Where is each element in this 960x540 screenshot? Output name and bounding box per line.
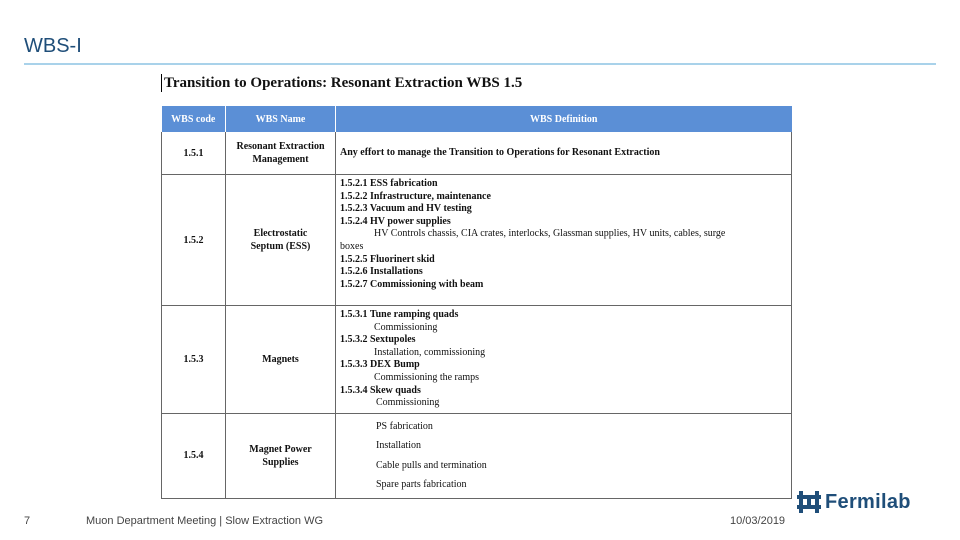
wbs-name-line: Septum (ESS)	[250, 241, 311, 252]
definition-line: 1.5.2.1 ESS fabrication	[340, 178, 438, 189]
header-wbs-code: WBS code	[162, 106, 226, 132]
header-wbs-name: WBS Name	[226, 106, 336, 132]
table-row	[162, 175, 792, 306]
fermilab-logo-icon	[797, 491, 821, 513]
definition-line: Installation	[376, 440, 421, 452]
definition-line: Commissioning	[376, 397, 440, 409]
definition-line: 1.5.2.3 Vacuum and HV testing	[340, 203, 472, 215]
wbs-name-cell	[226, 132, 336, 175]
wbs-code-cell: 1.5.2	[162, 175, 226, 306]
definition-line: 1.5.2.6 Installations	[340, 266, 423, 278]
date-label: 10/03/2019	[730, 515, 786, 527]
table-row	[162, 306, 792, 414]
wbs-definition-cell	[336, 132, 792, 175]
definition-line: 1.5.3.1 Tune ramping quads	[340, 309, 459, 320]
wbs-name-line: Electrostatic	[253, 228, 308, 239]
wbs-code-cell: 1.5.3	[162, 306, 226, 414]
definition-line: Any effort to manage the Transition to Operations for Resonant Extraction	[340, 146, 660, 158]
wbs-name-line: Resonant Extraction	[236, 141, 325, 152]
definition-line: 1.5.2.5 Fluorinert skid	[340, 253, 435, 265]
meeting-label: Muon Department Meeting | Slow Extraction WG	[86, 515, 324, 527]
definition-line: Commissioning the ramps	[374, 371, 479, 383]
wbs-name-line: Supplies	[262, 456, 299, 468]
definition-line: 1.5.2.4 HV power supplies	[340, 215, 451, 227]
header-wbs-definition: WBS Definition	[336, 106, 792, 132]
page-number: 7	[24, 515, 31, 527]
document-heading: Transition to Operations: Resonant Extraction WBS 1.5	[161, 74, 522, 92]
title-rule	[24, 63, 936, 65]
wbs-name-cell	[226, 413, 336, 498]
wbs-definition-cell	[336, 413, 792, 498]
table-row	[162, 413, 792, 498]
wbs-name-cell	[226, 306, 336, 414]
slide-title: WBS-I	[24, 35, 82, 57]
table-header-row	[162, 106, 792, 132]
wbs-name-line: Magnet Power	[249, 443, 312, 455]
wbs-name-line: Management	[252, 154, 309, 165]
fermilab-logo	[797, 490, 911, 514]
wbs-name-line: Magnets	[262, 353, 299, 365]
wbs-definition-cell	[336, 306, 792, 414]
definition-line: boxes	[340, 240, 364, 252]
definition-line: 1.5.3.4 Skew quads	[340, 384, 421, 396]
definition-line: Cable pulls and termination	[376, 459, 487, 471]
definition-line: Commissioning	[374, 321, 438, 333]
logo-text: Fermilab	[825, 490, 911, 513]
definition-line: Installation, commissioning	[374, 346, 486, 358]
definition-line: HV Controls chassis, CIA crates, interlocks, Glassman supplies, HV units, cables, surge	[374, 228, 726, 240]
wbs-definition-cell	[336, 175, 792, 306]
definition-line: 1.5.3.3 DEX Bump	[340, 359, 420, 371]
wbs-table	[161, 106, 792, 499]
definition-line: Spare parts fabrication	[376, 479, 467, 491]
wbs-name-cell	[226, 175, 336, 306]
definition-line: 1.5.2.7 Commissioning with beam	[340, 278, 484, 290]
definition-line: 1.5.2.2 Infrastructure, maintenance	[340, 190, 491, 202]
definition-line: PS fabrication	[376, 420, 433, 432]
wbs-code-cell: 1.5.1	[162, 132, 226, 175]
wbs-code-cell: 1.5.4	[162, 413, 226, 498]
definition-line: 1.5.3.2 Sextupoles	[340, 334, 416, 346]
table-row	[162, 132, 792, 175]
